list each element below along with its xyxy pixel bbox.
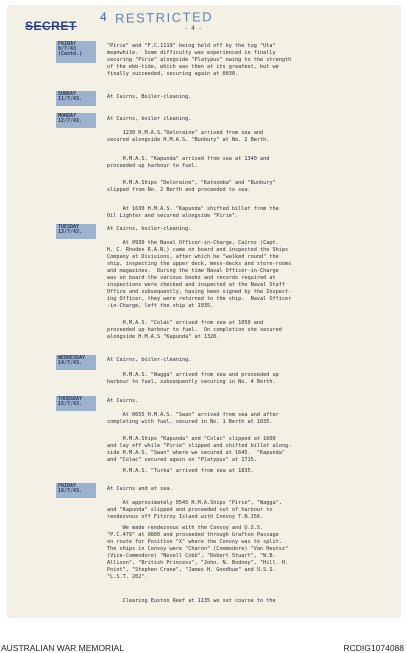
restricted-stamp: RESTRICTED xyxy=(114,9,214,26)
log-entry: 1230 H.M.A.S."Deloraine" arrived from sea and secured alongside H.M.A.S. "Bunbury" at No. 2 Berth. xyxy=(107,130,270,144)
log-entry: At Cairns, boiler cleaning. xyxy=(107,116,192,122)
log-entry: H.M.A.S. "Turka" arrived from sea at 1835. xyxy=(107,468,254,474)
log-entry: H.M.A.Ships "Kapunda" and "Colac" slipped at 1600 and lay off while "Pirie" slipped and shifted billet along- side H.M.A.S. "Swan" where we secured at 1645. "Kapunda" and "Colac" secured again on "Platypus" at 1715. xyxy=(107,436,292,464)
restricted-mark: 4 xyxy=(100,10,107,24)
date-label: TUESDAY 13/7/43. xyxy=(56,224,96,239)
log-entry: At 0930 the Naval Officer-in-Charge, Cairns (Capt. H. C. Rhodes R.A.N.) came on board and inspected the Ships Company at Divisions, after which he "walked round" the ship, inspecting the upper deck, mess-decks and store-rooms and magazines. During the time Naval Officer-in-Charge was on board the various books and records required at inspections were checked and inspected at the Naval Staff Office and subsequently, having been signed by the Inspect- ing Officer, they were returned to the ship. Naval Officer -in-Charge, left the ship at 1035. xyxy=(107,240,292,310)
log-entry: At Cairns, Boiler-cleaning. xyxy=(107,94,192,100)
date-label: WEDNESDAY 14/7/43. xyxy=(56,355,96,370)
footer-record-id: RCDIG1074088 xyxy=(343,643,404,653)
footer-source: AUSTRALIAN WAR MEMORIAL xyxy=(1,643,124,653)
log-entry: We made rendezvous with the Convoy and U.S.S. "P.C.479" at 0800 and proceeded through Grafton Passage on route for Position "X" where the Convoy was to split. The ships in Convoy were "Charon" (Commodore) "Van Heutsz" (Vice-Commodore) "Nevell Cobb", "Robert Stuart", "W.B. Allison", "British Princess", "John. N. Bodney", "Hill. H. Point", "Stephen Crane", "James H. Goodhue" and U.S.S. "L.S.T. 202". xyxy=(107,525,289,581)
log-entry: At 0655 H.M.A.S. "Swan" arrived from sea and after completing with fuel, secured in No. 1 Berth at 1035. xyxy=(107,412,279,426)
secret-stamp: SECRET xyxy=(25,19,77,33)
log-entry: H.M.A.Ships "Deloraine", "Katoomba" and "Bunbury" slipped from No. 2 Berth and proceeded to sea. xyxy=(107,180,276,194)
date-label: THURSDAY 15/7/43. xyxy=(56,396,96,411)
date-label: SUNDAY 11/7/43. xyxy=(56,91,96,106)
log-entry: At Cairns, boiler-cleaning. xyxy=(107,357,192,363)
log-entry: "Pirie" and "F.C.1119" being held off by the tug "Uta" meanwhile. Some difficulty was experienced in finally securing "Pirie" alongside "Platypus" owing to the strength of the ebb-tide, which was then at its greatest, but we finally succeeded, securing again at 0030. xyxy=(107,43,292,78)
log-entry: H.M.A.S. "Wagga" arrived from sea and proceeded up harbour to fuel, subsequently securing in No. 4 Berth. xyxy=(107,372,279,386)
log-entry: H.M.A.S. "Colac" arrived from sea at 1050 and proceeded up harbour to fuel. On completion she secured alongside H.M.A.S "Kapunda" at 1320. xyxy=(107,320,282,341)
date-label: FRIDAY 16/7/43. xyxy=(56,483,96,498)
page-number: - 4 - xyxy=(184,25,203,32)
log-entry: At 1630 H.M.A.S. "Kapunda" shifted billet from the Oil Lighter and secured alongside "Pirie". xyxy=(107,206,279,220)
log-entry: H.M.A.S. "Kapunda" arrived from sea at 1340 and proceeded up harbour to fuel. xyxy=(107,156,270,170)
date-label: MONDAY 12/7/43. xyxy=(56,113,96,128)
log-entry: At approximately 0545 H.M.A.Ships "Pirie", "Wagga", and "Kapunda" slipped and proceeded out of harbour to rendezvous off Fitzroy Island with Convoy T.N.156. xyxy=(107,500,282,521)
log-entry: Clearing Euston Reef at 1135 we set course to the xyxy=(107,598,276,604)
log-entry: At Cairns. xyxy=(107,398,139,404)
date-label: FRIDAY 9/7/43 (Contd.) xyxy=(56,41,96,63)
log-entry: At Cairns and at sea. xyxy=(107,486,173,492)
log-entry: At Cairns, boiler-cleaning. xyxy=(107,226,192,232)
